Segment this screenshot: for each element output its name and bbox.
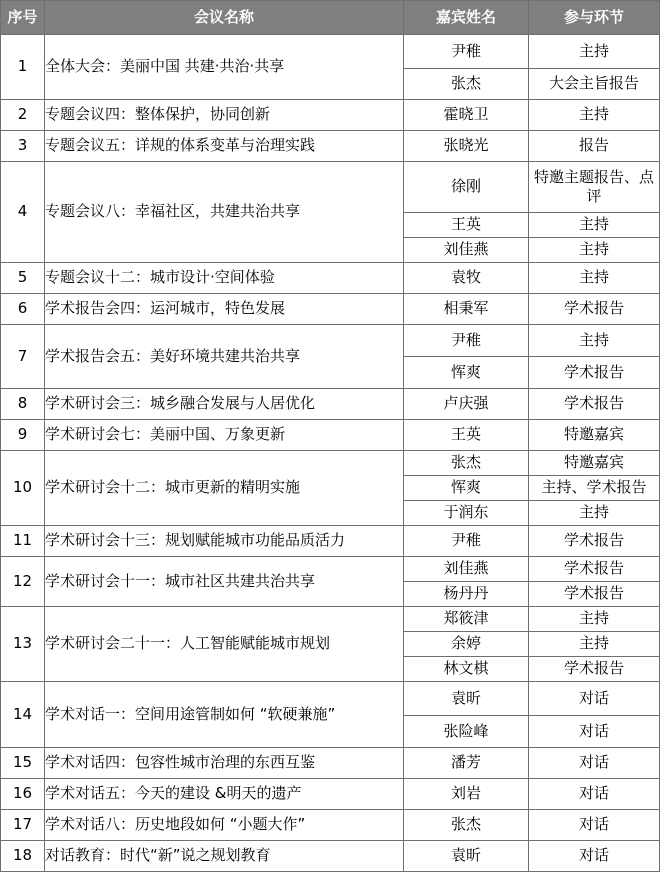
session-name: 学术研讨会十一：城市社区共建共治共享 bbox=[45, 557, 404, 607]
guest-role: 主持 bbox=[529, 100, 660, 131]
guest-name: 张杰 bbox=[404, 810, 529, 841]
header-row bbox=[1, 1, 660, 35]
table-row bbox=[1, 131, 660, 162]
guest-role: 主持 bbox=[529, 35, 660, 69]
guest-name: 刘佳燕 bbox=[404, 238, 529, 263]
table-row bbox=[1, 420, 660, 451]
guest-name: 张险峰 bbox=[404, 716, 529, 748]
table-body bbox=[1, 35, 660, 872]
table-row bbox=[1, 294, 660, 325]
guest-name: 袁牧 bbox=[404, 263, 529, 294]
guest-role: 主持 bbox=[529, 213, 660, 238]
table-row bbox=[1, 451, 660, 476]
session-number: 10 bbox=[1, 451, 45, 526]
guest-role: 主持 bbox=[529, 263, 660, 294]
guest-name: 刘佳燕 bbox=[404, 557, 529, 582]
table-row bbox=[1, 325, 660, 357]
guest-role: 主持 bbox=[529, 325, 660, 357]
table-row bbox=[1, 100, 660, 131]
header-role: 参与环节 bbox=[529, 1, 660, 35]
guest-name: 尹稚 bbox=[404, 35, 529, 69]
session-number: 17 bbox=[1, 810, 45, 841]
session-name: 学术报告会四：运河城市，特色发展 bbox=[45, 294, 404, 325]
guest-name: 郑筱津 bbox=[404, 607, 529, 632]
session-number: 1 bbox=[1, 35, 45, 100]
table-row bbox=[1, 526, 660, 557]
session-name: 学术研讨会七：美丽中国、万象更新 bbox=[45, 420, 404, 451]
guest-name: 恽爽 bbox=[404, 357, 529, 389]
session-name: 专题会议八：幸福社区，共建共治共享 bbox=[45, 162, 404, 263]
session-name: 学术对话一：空间用途管制如何 “软硬兼施” bbox=[45, 682, 404, 748]
session-number: 11 bbox=[1, 526, 45, 557]
table-row bbox=[1, 682, 660, 716]
header-no: 序号 bbox=[1, 1, 45, 35]
session-name: 全体大会：美丽中国 共建·共治·共享 bbox=[45, 35, 404, 100]
guest-role: 主持 bbox=[529, 632, 660, 657]
session-name: 学术对话八：历史地段如何 “小题大作” bbox=[45, 810, 404, 841]
guest-role: 对话 bbox=[529, 748, 660, 779]
session-number: 7 bbox=[1, 325, 45, 389]
guest-name: 卢庆强 bbox=[404, 389, 529, 420]
guest-role: 主持 bbox=[529, 238, 660, 263]
guest-role: 主持 bbox=[529, 607, 660, 632]
session-name: 学术研讨会二十一：人工智能赋能城市规划 bbox=[45, 607, 404, 682]
session-name: 专题会议十二：城市设计·空间体验 bbox=[45, 263, 404, 294]
table-row bbox=[1, 841, 660, 872]
guest-role: 学术报告 bbox=[529, 357, 660, 389]
session-name: 学术研讨会十二：城市更新的精明实施 bbox=[45, 451, 404, 526]
session-name: 学术研讨会十三：规划赋能城市功能品质活力 bbox=[45, 526, 404, 557]
guest-name: 余婷 bbox=[404, 632, 529, 657]
session-name: 学术对话五：今天的建设 &明天的遗产 bbox=[45, 779, 404, 810]
guest-name: 王英 bbox=[404, 213, 529, 238]
guest-role: 对话 bbox=[529, 716, 660, 748]
session-number: 9 bbox=[1, 420, 45, 451]
session-number: 13 bbox=[1, 607, 45, 682]
guest-role: 对话 bbox=[529, 810, 660, 841]
guest-name: 尹稚 bbox=[404, 325, 529, 357]
guest-name: 杨丹丹 bbox=[404, 582, 529, 607]
header-guest-name: 嘉宾姓名 bbox=[404, 1, 529, 35]
guest-name: 刘岩 bbox=[404, 779, 529, 810]
header-meeting-name: 会议名称 bbox=[45, 1, 404, 35]
guest-name: 袁昕 bbox=[404, 841, 529, 872]
table-header bbox=[1, 1, 660, 35]
guest-role: 特邀主题报告、点评 bbox=[529, 162, 660, 213]
session-number: 16 bbox=[1, 779, 45, 810]
guest-name: 恽爽 bbox=[404, 476, 529, 501]
guest-role: 学术报告 bbox=[529, 526, 660, 557]
table-row bbox=[1, 162, 660, 213]
table-row bbox=[1, 607, 660, 632]
session-name: 学术研讨会三：城乡融合发展与人居优化 bbox=[45, 389, 404, 420]
session-name: 专题会议五：详规的体系变革与治理实践 bbox=[45, 131, 404, 162]
guest-role: 学术报告 bbox=[529, 657, 660, 682]
session-name: 学术报告会五：美好环境共建共治共享 bbox=[45, 325, 404, 389]
session-number: 8 bbox=[1, 389, 45, 420]
guest-role: 主持、学术报告 bbox=[529, 476, 660, 501]
guest-name: 张杰 bbox=[404, 451, 529, 476]
guest-role: 特邀嘉宾 bbox=[529, 420, 660, 451]
guest-name: 霍晓卫 bbox=[404, 100, 529, 131]
table-row bbox=[1, 557, 660, 582]
guest-role: 主持 bbox=[529, 501, 660, 526]
session-name: 学术对话四：包容性城市治理的东西互鉴 bbox=[45, 748, 404, 779]
guest-role: 特邀嘉宾 bbox=[529, 451, 660, 476]
session-number: 12 bbox=[1, 557, 45, 607]
guest-name: 林文棋 bbox=[404, 657, 529, 682]
table-row bbox=[1, 748, 660, 779]
table-row bbox=[1, 263, 660, 294]
table-row bbox=[1, 779, 660, 810]
guest-name: 尹稚 bbox=[404, 526, 529, 557]
guest-role: 对话 bbox=[529, 841, 660, 872]
guest-name: 于润东 bbox=[404, 501, 529, 526]
guest-role: 学术报告 bbox=[529, 389, 660, 420]
table-row bbox=[1, 35, 660, 69]
guest-role: 学术报告 bbox=[529, 582, 660, 607]
guest-role: 大会主旨报告 bbox=[529, 69, 660, 100]
guest-name: 袁昕 bbox=[404, 682, 529, 716]
guest-name: 相秉军 bbox=[404, 294, 529, 325]
session-number: 4 bbox=[1, 162, 45, 263]
guest-name: 张晓光 bbox=[404, 131, 529, 162]
session-number: 14 bbox=[1, 682, 45, 748]
guest-name: 王英 bbox=[404, 420, 529, 451]
guest-name: 潘芳 bbox=[404, 748, 529, 779]
session-number: 2 bbox=[1, 100, 45, 131]
guest-role: 学术报告 bbox=[529, 294, 660, 325]
guest-name: 徐刚 bbox=[404, 162, 529, 213]
session-number: 3 bbox=[1, 131, 45, 162]
session-name: 对话教育：时代“新”说之规划教育 bbox=[45, 841, 404, 872]
guest-role: 报告 bbox=[529, 131, 660, 162]
table-row bbox=[1, 810, 660, 841]
guest-role: 对话 bbox=[529, 779, 660, 810]
guest-role: 对话 bbox=[529, 682, 660, 716]
session-number: 6 bbox=[1, 294, 45, 325]
guest-name: 张杰 bbox=[404, 69, 529, 100]
session-number: 18 bbox=[1, 841, 45, 872]
session-number: 5 bbox=[1, 263, 45, 294]
session-number: 15 bbox=[1, 748, 45, 779]
session-name: 专题会议四：整体保护，协同创新 bbox=[45, 100, 404, 131]
table-row bbox=[1, 389, 660, 420]
guest-role: 学术报告 bbox=[529, 557, 660, 582]
